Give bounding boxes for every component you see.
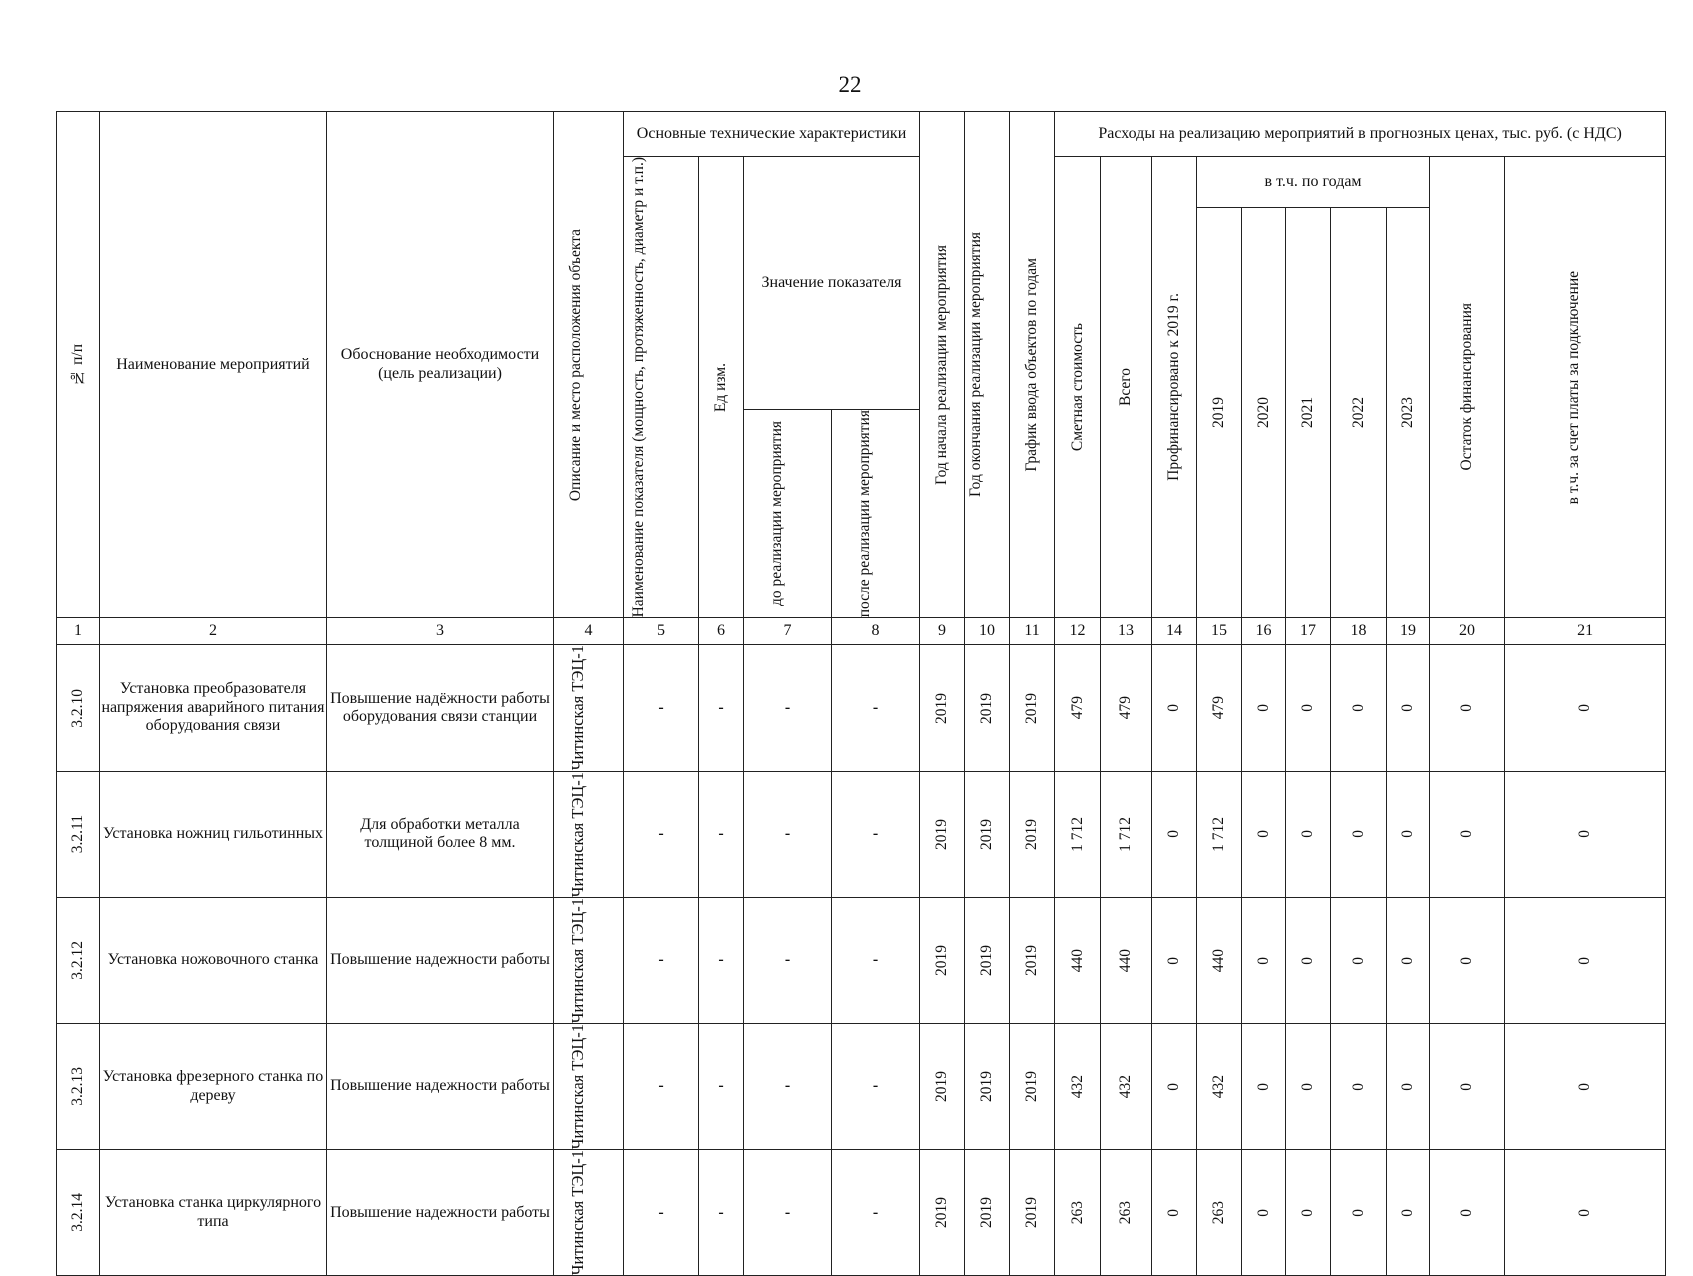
- header-justification: Обоснование необходимости (цель реализации): [327, 112, 554, 618]
- cell-year-2019: 1 712: [1197, 771, 1242, 897]
- cell-value-after: -: [832, 771, 920, 897]
- column-number-row: [57, 618, 1666, 645]
- cell-end-year: 2019: [965, 1023, 1010, 1149]
- column-number: 10: [965, 618, 1010, 645]
- cell-year-2023: 0: [1387, 1150, 1430, 1276]
- cell-year-2020: 0: [1242, 1023, 1286, 1149]
- column-number: 15: [1197, 618, 1242, 645]
- cell-estimate-cost: 263: [1055, 1150, 1101, 1276]
- header-value-group: Значение показателя: [744, 157, 920, 410]
- cell-estimate-cost: 432: [1055, 1023, 1101, 1149]
- header-expenses-group: Расходы на реализацию мероприятий в прогнозных ценах, тыс. руб. (с НДС): [1055, 112, 1666, 157]
- cell-value-after: -: [832, 1023, 920, 1149]
- header-year-2021: 2021: [1286, 208, 1331, 618]
- cell-connection-fee: 0: [1505, 645, 1666, 771]
- table-row: [57, 645, 1666, 771]
- header-financed: Профинансировано к 2019 г.: [1152, 157, 1197, 618]
- cell-total-cost: 479: [1101, 645, 1152, 771]
- cell-measure-name: Установка станка циркулярного типа: [100, 1150, 327, 1276]
- column-number: 20: [1430, 618, 1505, 645]
- cell-year-2021: 0: [1286, 1150, 1331, 1276]
- column-number: 2: [100, 618, 327, 645]
- cell-schedule-year: 2019: [1010, 771, 1055, 897]
- cell-start-year: 2019: [920, 771, 965, 897]
- cell-indicator: -: [624, 1150, 699, 1276]
- cell-year-2022: 0: [1331, 771, 1387, 897]
- investment-table: [56, 111, 1666, 1276]
- cell-value-before: -: [744, 1023, 832, 1149]
- cell-connection-fee: 0: [1505, 1150, 1666, 1276]
- cell-estimate-cost: 440: [1055, 897, 1101, 1023]
- page-number: 22: [838, 72, 862, 97]
- cell-year-2021: 0: [1286, 771, 1331, 897]
- header-total: Всего: [1101, 157, 1152, 618]
- cell-value-before: -: [744, 771, 832, 897]
- column-number: 4: [554, 618, 624, 645]
- cell-end-year: 2019: [965, 771, 1010, 897]
- header-indicator-name: Наименование показателя (мощность, протяженность, диаметр и т.п.): [624, 157, 699, 618]
- column-number: 5: [624, 618, 699, 645]
- cell-measure-name: Установка ножовочного станка: [100, 897, 327, 1023]
- cell-year-2022: 0: [1331, 1150, 1387, 1276]
- cell-year-2019: 263: [1197, 1150, 1242, 1276]
- cell-year-2021: 0: [1286, 1023, 1331, 1149]
- cell-year-2021: 0: [1286, 897, 1331, 1023]
- cell-total-cost: 263: [1101, 1150, 1152, 1276]
- header-start-year: Год начала реализации мероприятия: [920, 112, 965, 618]
- header-year-2020: 2020: [1242, 208, 1286, 618]
- header-by-years: в т.ч. по годам: [1197, 157, 1430, 208]
- cell-justification: Повышение надежности работы: [327, 1150, 554, 1276]
- header-tech-group: Основные технические характеристики: [624, 112, 920, 157]
- cell-financed: 0: [1152, 645, 1197, 771]
- cell-year-2022: 0: [1331, 645, 1387, 771]
- header-remaining: Остаток финансирования: [1430, 157, 1505, 618]
- header-year-2023: 2023: [1387, 208, 1430, 618]
- cell-indicator: -: [624, 645, 699, 771]
- column-number: 8: [832, 618, 920, 645]
- cell-measure-name: Установка ножниц гильотинных: [100, 771, 327, 897]
- cell-row-number: 3.2.12: [57, 897, 100, 1023]
- cell-year-2023: 0: [1387, 1023, 1430, 1149]
- cell-value-before: -: [744, 897, 832, 1023]
- cell-year-2019: 440: [1197, 897, 1242, 1023]
- column-number: 9: [920, 618, 965, 645]
- cell-indicator: -: [624, 1023, 699, 1149]
- cell-remaining: 0: [1430, 1023, 1505, 1149]
- cell-total-cost: 432: [1101, 1023, 1152, 1149]
- cell-start-year: 2019: [920, 1023, 965, 1149]
- cell-measure-name: Установка фрезерного станка по дереву: [100, 1023, 327, 1149]
- column-number: 16: [1242, 618, 1286, 645]
- header-year-2019: 2019: [1197, 208, 1242, 618]
- cell-year-2020: 0: [1242, 771, 1286, 897]
- cell-row-number: 3.2.10: [57, 645, 100, 771]
- cell-unit: -: [699, 1023, 744, 1149]
- cell-start-year: 2019: [920, 1150, 965, 1276]
- header-unit: Ед изм.: [699, 157, 744, 618]
- cell-unit: -: [699, 897, 744, 1023]
- header-end-year: Год окончания реализации мероприятия: [965, 112, 1010, 618]
- cell-connection-fee: 0: [1505, 771, 1666, 897]
- cell-justification: Для обработки металла толщиной более 8 мм.: [327, 771, 554, 897]
- table-body: [57, 112, 1666, 1276]
- cell-end-year: 2019: [965, 1150, 1010, 1276]
- cell-unit: -: [699, 645, 744, 771]
- cell-justification: Повышение надёжности работы оборудования связи станции: [327, 645, 554, 771]
- header-year-2022: 2022: [1331, 208, 1387, 618]
- column-number: 7: [744, 618, 832, 645]
- cell-location: Читинская ТЭЦ-1: [554, 897, 624, 1023]
- header-connection-fee: в т.ч. за счет платы за подключение: [1505, 157, 1666, 618]
- cell-row-number: 3.2.14: [57, 1150, 100, 1276]
- cell-schedule-year: 2019: [1010, 1023, 1055, 1149]
- table-row: [57, 1150, 1666, 1276]
- cell-year-2020: 0: [1242, 1150, 1286, 1276]
- cell-location: Читинская ТЭЦ-1: [554, 1150, 624, 1276]
- cell-location: Читинская ТЭЦ-1: [554, 771, 624, 897]
- cell-year-2023: 0: [1387, 645, 1430, 771]
- cell-remaining: 0: [1430, 897, 1505, 1023]
- cell-year-2020: 0: [1242, 897, 1286, 1023]
- column-number: 3: [327, 618, 554, 645]
- cell-year-2022: 0: [1331, 1023, 1387, 1149]
- cell-justification: Повышение надежности работы: [327, 1023, 554, 1149]
- cell-estimate-cost: 1 712: [1055, 771, 1101, 897]
- header-after: после реализации мероприятия: [832, 410, 920, 618]
- cell-financed: 0: [1152, 1023, 1197, 1149]
- cell-year-2021: 0: [1286, 645, 1331, 771]
- cell-unit: -: [699, 771, 744, 897]
- cell-connection-fee: 0: [1505, 897, 1666, 1023]
- header-location: Описание и место расположения объекта: [554, 112, 624, 618]
- cell-schedule-year: 2019: [1010, 1150, 1055, 1276]
- header-name: Наименование мероприятий: [100, 112, 327, 618]
- cell-schedule-year: 2019: [1010, 897, 1055, 1023]
- cell-total-cost: 440: [1101, 897, 1152, 1023]
- cell-measure-name: Установка преобразователя напряжения аварийного питания оборудования связи: [100, 645, 327, 771]
- cell-start-year: 2019: [920, 645, 965, 771]
- cell-start-year: 2019: [920, 897, 965, 1023]
- column-number: 19: [1387, 618, 1430, 645]
- cell-remaining: 0: [1430, 1150, 1505, 1276]
- cell-value-before: -: [744, 1150, 832, 1276]
- column-number: 11: [1010, 618, 1055, 645]
- cell-year-2023: 0: [1387, 771, 1430, 897]
- cell-location: Читинская ТЭЦ-1: [554, 1023, 624, 1149]
- cell-year-2019: 432: [1197, 1023, 1242, 1149]
- column-number: 12: [1055, 618, 1101, 645]
- cell-year-2023: 0: [1387, 897, 1430, 1023]
- cell-indicator: -: [624, 897, 699, 1023]
- column-number: 1: [57, 618, 100, 645]
- cell-location: Читинская ТЭЦ-1: [554, 645, 624, 771]
- cell-remaining: 0: [1430, 645, 1505, 771]
- cell-remaining: 0: [1430, 771, 1505, 897]
- cell-end-year: 2019: [965, 897, 1010, 1023]
- cell-financed: 0: [1152, 771, 1197, 897]
- cell-financed: 0: [1152, 1150, 1197, 1276]
- cell-year-2022: 0: [1331, 897, 1387, 1023]
- table-row: [57, 1023, 1666, 1149]
- column-number: 21: [1505, 618, 1666, 645]
- cell-total-cost: 1 712: [1101, 771, 1152, 897]
- cell-indicator: -: [624, 771, 699, 897]
- cell-row-number: 3.2.13: [57, 1023, 100, 1149]
- header-n: № п/п: [57, 112, 100, 618]
- column-number: 14: [1152, 618, 1197, 645]
- cell-value-before: -: [744, 645, 832, 771]
- table-row: [57, 771, 1666, 897]
- cell-value-after: -: [832, 897, 920, 1023]
- cell-schedule-year: 2019: [1010, 645, 1055, 771]
- cell-year-2020: 0: [1242, 645, 1286, 771]
- cell-unit: -: [699, 1150, 744, 1276]
- cell-estimate-cost: 479: [1055, 645, 1101, 771]
- column-number: 17: [1286, 618, 1331, 645]
- column-number: 6: [699, 618, 744, 645]
- cell-year-2019: 479: [1197, 645, 1242, 771]
- cell-row-number: 3.2.11: [57, 771, 100, 897]
- cell-end-year: 2019: [965, 645, 1010, 771]
- cell-connection-fee: 0: [1505, 1023, 1666, 1149]
- header-before: до реализации мероприятия: [744, 410, 832, 618]
- column-number: 18: [1331, 618, 1387, 645]
- column-number: 13: [1101, 618, 1152, 645]
- header-schedule: График ввода объектов по годам: [1010, 112, 1055, 618]
- cell-justification: Повышение надежности работы: [327, 897, 554, 1023]
- cell-value-after: -: [832, 1150, 920, 1276]
- table-row: [57, 897, 1666, 1023]
- cell-value-after: -: [832, 645, 920, 771]
- cell-financed: 0: [1152, 897, 1197, 1023]
- header-estimate: Сметная стоимость: [1055, 157, 1101, 618]
